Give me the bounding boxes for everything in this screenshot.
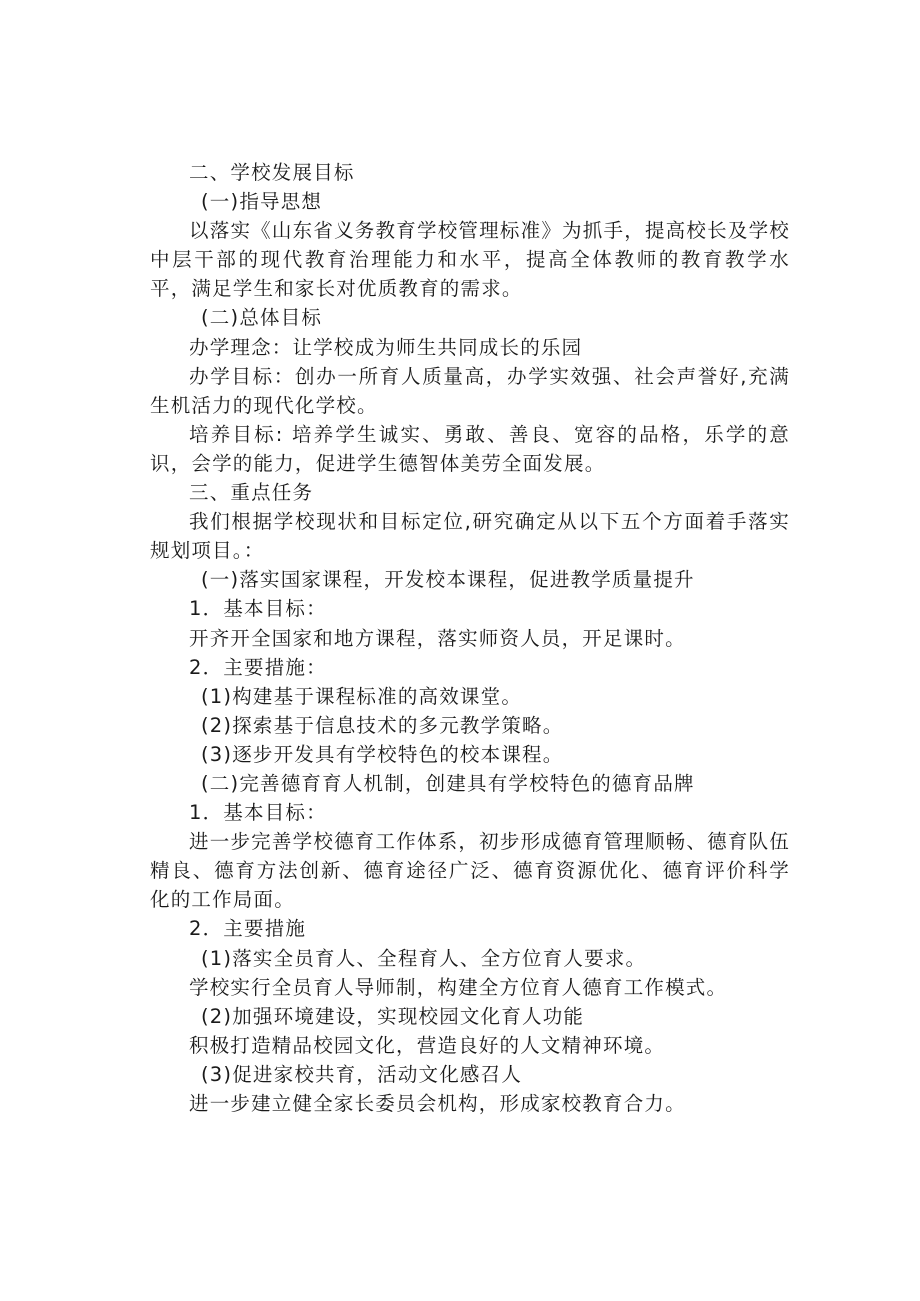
text-line: (二)总体目标 xyxy=(201,306,323,330)
paragraph: 以落实《山东省义务教育学校管理标准》为抓手，提高校长及学校中层干部的现代教育治理能力和水平，提高全体教师的教育教学水平，满足学生和家长对优质教育的需求。 xyxy=(150,219,790,301)
text-line: 三、重点任务 xyxy=(189,481,314,505)
text-line: 2．主要措施： xyxy=(189,655,327,679)
text-line: (3)逐步开发具有学校特色的校本课程。 xyxy=(201,742,564,766)
text-line: 学校实行全员育人导师制，构建全方位育人德育工作模式。 xyxy=(189,975,728,999)
text-line: 1．基本目标： xyxy=(189,801,327,825)
paragraph: 进一步完善学校德育工作体系，初步形成德育管理顺畅、德育队伍精良、德育方法创新、德育途径广泛、德育资源优化、德育评价科学化的工作局面。 xyxy=(150,830,790,912)
paragraph: 办学目标：创办一所育人质量高，办学实效强、社会声誉好,充满生机活力的现代化学校。 xyxy=(150,364,790,417)
document-body xyxy=(150,158,790,1118)
text-line: (2)加强环境建设，实现校园文化育人功能 xyxy=(201,1004,585,1028)
text-line: (3)促进家校共育，活动文化感召人 xyxy=(201,1062,523,1086)
text-line: 积极打造精品校园文化，营造良好的人文精神环境。 xyxy=(189,1033,666,1057)
text-line: (一)落实国家课程，开发校本课程，促进教学质量提升 xyxy=(201,568,695,592)
text-line: (1)构建基于课程标准的高效课堂。 xyxy=(201,684,523,708)
text-line: 办学理念：让学校成为师生共同成长的乐园 xyxy=(189,335,583,359)
paragraph: 我们根据学校现状和目标定位,研究确定从以下五个方面着手落实规划项目。： xyxy=(150,510,790,563)
text-line: 开齐开全国家和地方课程，落实师资人员，开足课时。 xyxy=(189,626,686,650)
text-line: (1)落实全员育人、全程育人、全方位育人要求。 xyxy=(201,946,647,970)
text-line: (一)指导思想 xyxy=(201,190,323,214)
paragraph: 培养目标: 培养学生诚实、勇敢、善良、宽容的品格，乐学的意识，会学的能力，促进学生德智体美劳全面发展。 xyxy=(150,422,790,475)
text-line: 2．主要措施 xyxy=(189,917,307,941)
text-line: 1．基本目标： xyxy=(189,597,327,621)
text-line: 二、学校发展目标 xyxy=(189,161,355,184)
text-line: (2)探索基于信息技术的多元教学策略。 xyxy=(201,713,564,737)
text-line: 进一步建立健全家长委员会机构，形成家校教育合力。 xyxy=(189,1092,686,1115)
text-line: (二)完善德育育人机制，创建具有学校特色的德育品牌 xyxy=(201,771,695,795)
